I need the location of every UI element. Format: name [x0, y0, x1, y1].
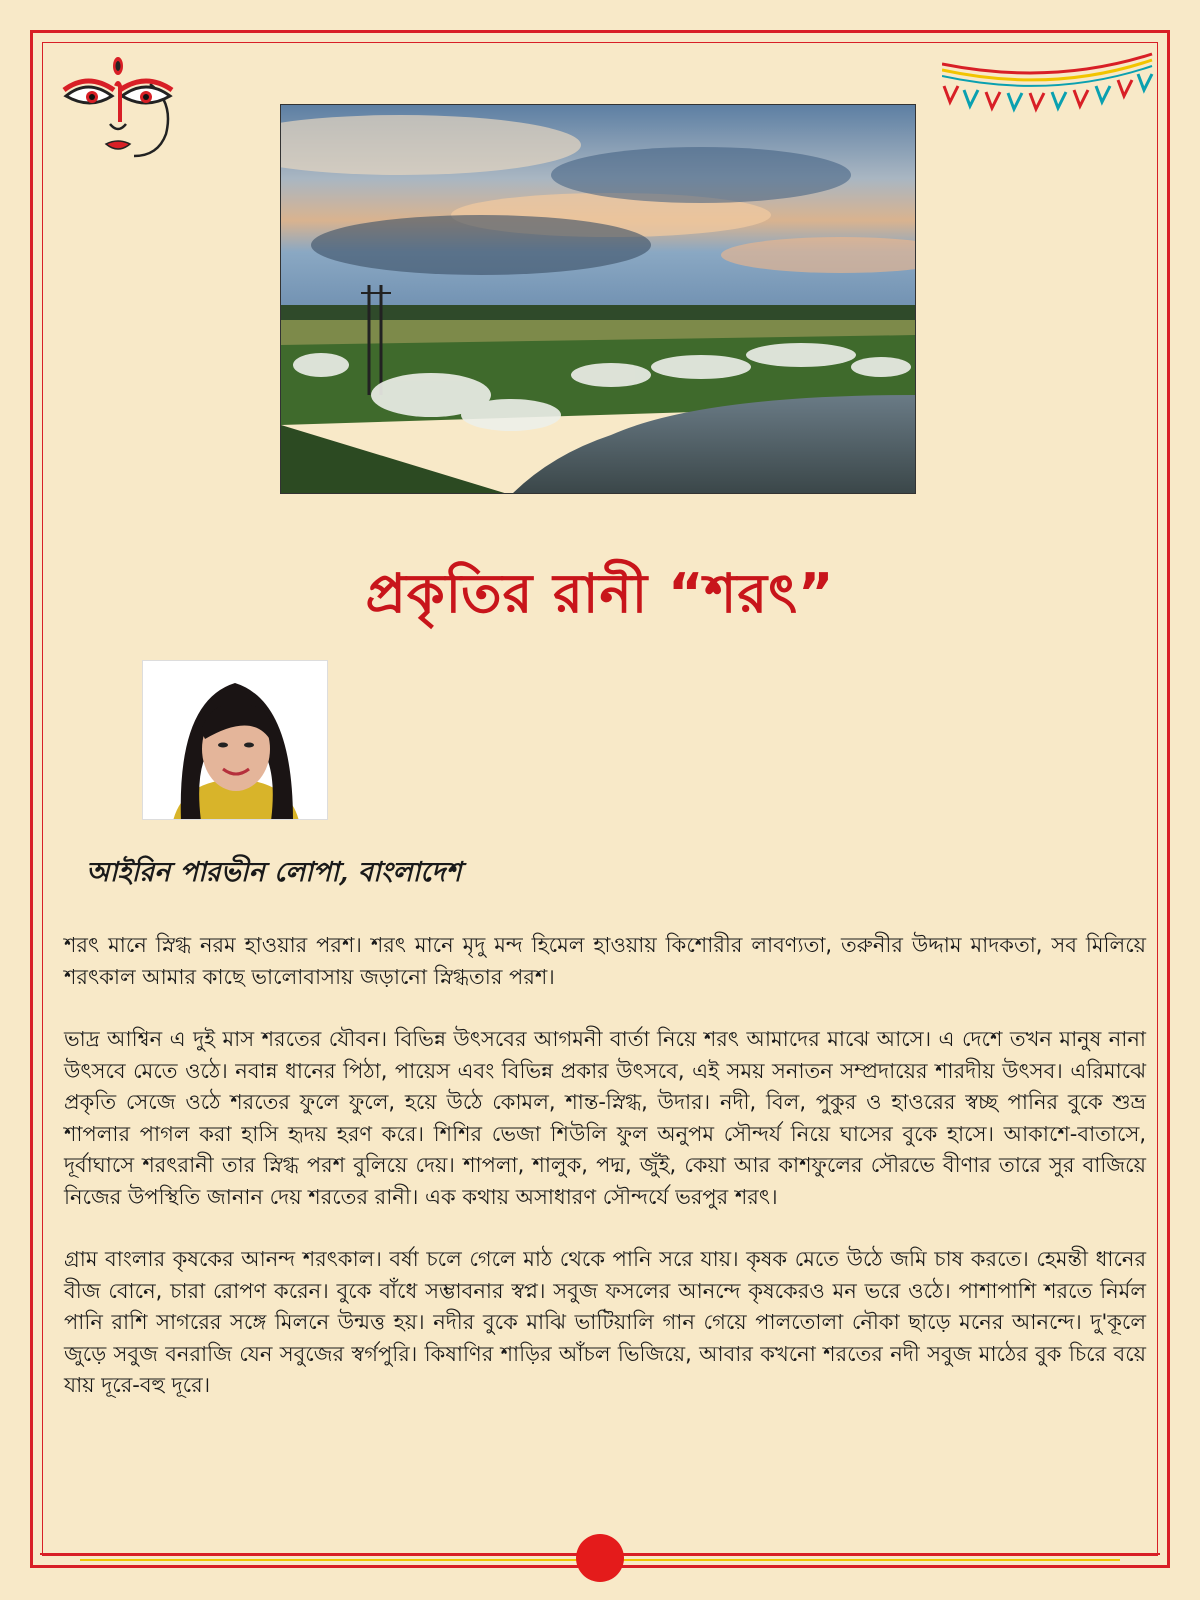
footer-ornament — [0, 1528, 1200, 1588]
article-body — [64, 930, 1146, 1433]
author-byline: আইরিন পারভীন লোপা, বাংলাদেশ — [86, 857, 462, 888]
paragraph-3: গ্রাম বাংলার কৃষকের আনন্দ শরৎকাল। বর্ষা চলে গেলে মাঠ থেকে পানি সরে যায়। কৃষক মেতে উঠে জমি চাষ করতে। হেমন্তী ধানের বীজ বোনে, চারা রোপণ করেন। বুকে বাঁধে সম্ভাবনার স্বপ্ন। সবুজ ফসলের আনন্দে কৃষকেরও মন ভরে ওঠে। পাশাপাশি শরতে নির্মল পানি রাশি সাগরের সঙ্গে মিলনে উন্মত্ত হয়। নদীর বুকে মাঝি ভাটিয়ালি গান গেয়ে পালতোলা নৌকা ছাড়ে মনের আনন্দে। দু'কূলে জুড়ে সবুজ বনরাজি যেন সবুজের স্বর্গপুরি। কিষাণির শাড়ির আঁচল ভিজিয়ে, আবার কখনো শরতের নদী সবুজ মাঠের বুক চিরে বয়ে যায় দূরে-বহু দূরে। — [64, 1247, 1146, 1397]
durga-eyes-icon — [62, 52, 182, 164]
hero-landscape-image — [280, 104, 916, 494]
paragraph-1: শরৎ মানে স্নিগ্ধ নরম হাওয়ার পরশ। শরৎ মানে মৃদু মন্দ হিমেল হাওয়ায় কিশোরীর লাবণ্যতা, তরুনীর উদ্দাম মাদকতা, সব মিলিয়ে শরৎকাল আমার কাছে ভালোবাসায় জড়ানো স্নিগ্ধতার পরশ। — [64, 933, 1146, 989]
paragraph-2: ভাদ্র আশ্বিন এ দুই মাস শরতের যৌবন। বিভিন্ন উৎসবের আগমনী বার্তা নিয়ে শরৎ আমাদের মাঝে আসে। এ দেশে তখন মানুষ নানা উৎসবে মেতে ওঠে। নবান্ন ধানের পিঠা, পায়েস এবং বিভিন্ন প্রকার উৎসবে, এই সময় সনাতন সম্প্রদায়ের শারদীয় উৎসব। এরিমাঝে প্রকৃতি সেজে ওঠে শরতের ফুলে ফুলে, হয়ে উঠে কোমল, শান্ত-স্নিগ্ধ, উদার। নদী, বিল, পুকুর ও হাওরের স্বচ্ছ পানির বুকে শুভ্র শাপলার পাগল করা হাসি হৃদয় হরণ করে। শিশির ভেজা শিউলি ফুল অনুপম সৌন্দর্য নিয়ে ঘাসের বুকে হাসে। আকাশে-বাতাসে, দূর্বাঘাসে শরৎরানী তার স্নিগ্ধ পরশ বুলিয়ে দেয়। শাপলা, শালুক, পদ্ম, জুঁই, কেয়া আর কাশফুলের সৌরভে বীণার তারে সুর বাজিয়ে নিজের উপস্থিতি জানান দেয় শরতের রানী। এক কথায় অসাধারণ সৌন্দর্যে ভরপুর শরৎ। — [64, 1027, 1146, 1209]
author-portrait — [142, 660, 328, 820]
bunting-icon — [942, 46, 1162, 126]
red-dot-icon — [576, 1534, 624, 1582]
article-title: প্রকৃতির রানী “শরৎ” — [365, 562, 835, 626]
